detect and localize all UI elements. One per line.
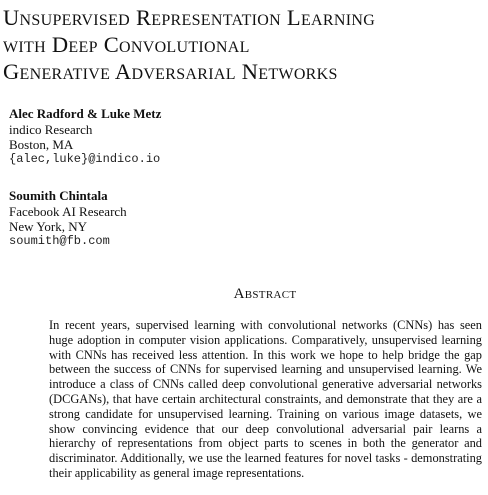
author-affiliation: Facebook AI Research [9, 204, 127, 219]
author-location: Boston, MA [9, 137, 74, 152]
author-block-chintala [9, 188, 309, 249]
abstract-body: In recent years, supervised learning with convolutional networks (CNNs) has seen huge adoption in computer vision applications. Comparatively, unsupervised learning with CNNs has received less attention. In this work we hope to help bridge the gap between the success of CNNs for supervised learning and unsupervised learning. We introduce a class of CNNs called deep convolutional generative adversarial networks (DCGANs), that have certain architectural constraints, and demonstrate that they are a strong candidate for unsupervised learning. Training on various image datasets, we show convincing evidence that our deep convolutional adversarial pair learns a hierarchy of representations from object parts to scenes in both the generator and discriminator. Additionally, we use the learned features for novel tasks - demonstrating their applicability as general image representations. [49, 318, 482, 480]
author-name: Soumith Chintala [9, 188, 108, 203]
title-line-1: Unsupervised Representation Learning [3, 5, 376, 30]
title-line-2: with Deep Convolutional [3, 32, 250, 57]
author-name: Alec Radford & Luke Metz [9, 106, 162, 121]
author-location: New York, NY [9, 219, 88, 234]
author-email: {alec,luke}@indico.io [9, 152, 161, 166]
paper-title [3, 4, 483, 85]
author-email: soumith@fb.com [9, 234, 110, 248]
author-block-radford-metz [9, 106, 309, 167]
title-line-3: Generative Adversarial Networks [3, 59, 338, 84]
abstract-heading: Abstract [233, 286, 297, 302]
author-affiliation: indico Research [9, 122, 93, 137]
